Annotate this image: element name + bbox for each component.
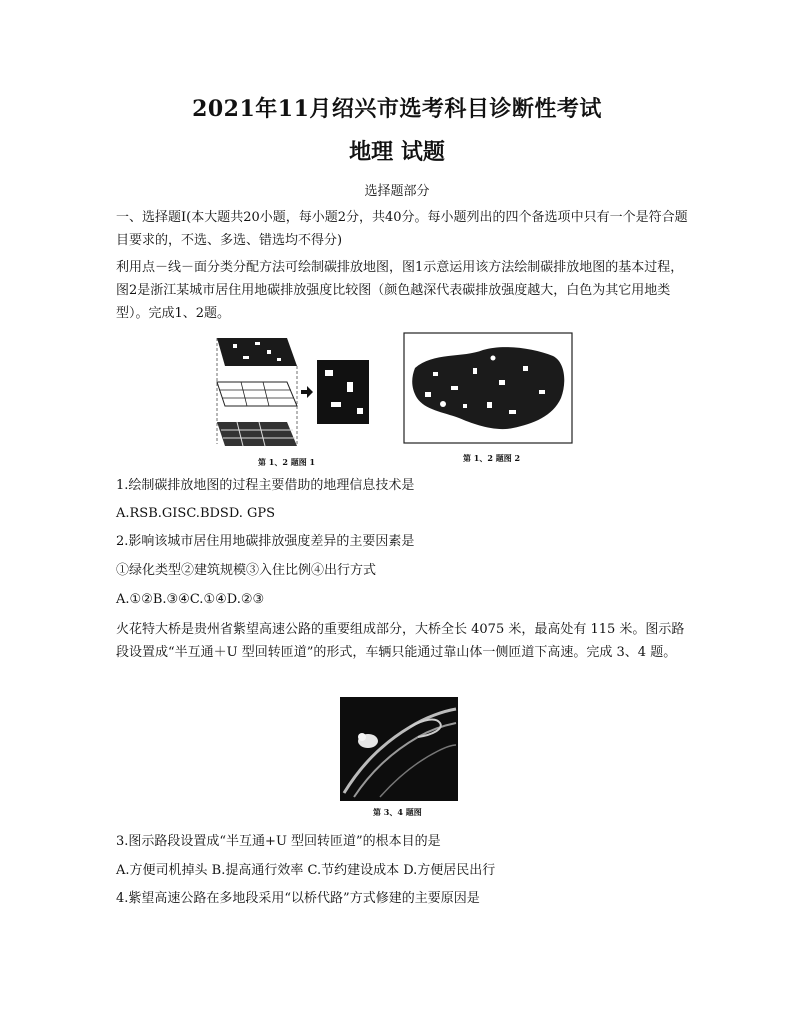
figure-3-caption: 第 3、4 题图 <box>373 807 422 817</box>
section-label: 选择题部分 <box>364 184 430 199</box>
question-1-options: A.RSB.GISC.BDSD. GPS <box>116 506 276 521</box>
figure-2-caption: 第 1、2 题图 2 <box>463 453 521 463</box>
passage-1: 利用点－线－面分类分配方法可绘制碳排放地图，图1示意运用该方法绘制碳排放地图的基本过程，图2是浙江某城市居住用地碳排放强度比较图（颜色越深代表碳排放强度越大，白色为其它用地类型）。完成1、2题。 <box>116 260 684 321</box>
figure-1 <box>207 332 373 452</box>
question-3-options: A.方便司机掉头 B.提高通行效率 C.节约建设成本 D.方便居民出行 <box>116 863 496 878</box>
figure-2 <box>403 332 573 444</box>
question-2-options: A.①②B.③④C.①④D.②③ <box>116 592 265 607</box>
figure-1-caption: 第 1、2 题图 1 <box>258 457 316 467</box>
question-3: 3.图示路段设置成“半互通+U 型回转匝道”的根本目的是 <box>116 834 441 849</box>
exam-title: 2021年11月绍兴市选考科目诊断性考试 <box>192 96 602 122</box>
figure-3 <box>340 697 458 801</box>
instructions: 一、选择题Ⅰ(本大题共20小题，每小题2分，共40分。每小题列出的四个备选项中只有一个是符合题目要求的，不选、多选、错选均不得分) <box>116 210 688 248</box>
question-2: 2.影响该城市居住用地碳排放强度差异的主要因素是 <box>116 534 415 549</box>
passage-2: 火花特大桥是贵州省紫望高速公路的重要组成部分，大桥全长 4075 米，最高处有 115 米。图示路段设置成“半互通＋U 型回转匝道”的形式，车辆只能通过靠山体一侧匝道下高速。完成 3、4 题。 <box>116 622 685 660</box>
exam-subtitle: 地理 试题 <box>349 139 445 165</box>
question-4: 4.紫望高速公路在多地段采用“以桥代路”方式修建的主要原因是 <box>116 891 480 906</box>
question-1: 1.绘制碳排放地图的过程主要借助的地理信息技术是 <box>116 478 415 493</box>
question-2-items: ①绿化类型②建筑规模③入住比例④出行方式 <box>116 563 377 578</box>
